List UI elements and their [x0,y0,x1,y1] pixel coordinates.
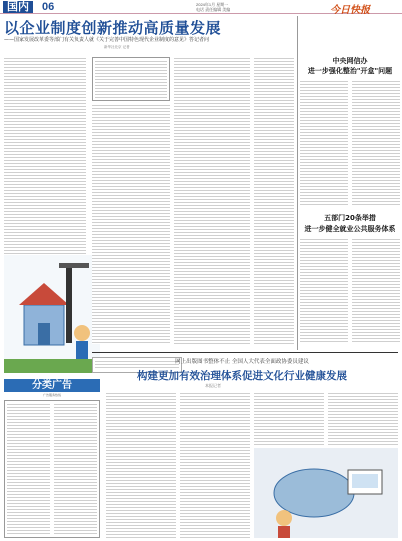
page-number: 06 [42,1,55,13]
date-line [196,2,286,12]
lead-headline: 以企业制度创新推动高质量发展 [4,19,222,37]
right-mid-title: 五部门20条举措 [324,214,376,222]
column-divider [297,16,298,350]
bottom-story-byline: 本报记者 [205,383,221,388]
section-label: 国内 [3,1,33,13]
right-top-title: 进一步强化整治"开盒"问题 [307,67,393,75]
right-top-body-b [352,80,400,206]
date-line-1: 2024年1月 星期一 [196,2,229,7]
newspaper-brand: 今日快报 [330,5,370,16]
right-mid-subtitle: 进一步健全就业公共服务体系 [304,225,396,233]
right-top-kicker: 中央网信办 [332,57,368,65]
bottom-story-kicker: 网上出版图书整体不止 全国人大代表全面政协委员建议 [175,359,309,365]
bottom-body-col1 [106,392,176,538]
lead-body-col2 [92,104,170,344]
section-rule [92,352,398,353]
classified-ad-col2 [54,403,97,535]
lead-body-col1 [4,57,86,255]
date-line-2: 电话 责任编辑 美编 [196,7,231,12]
bottom-story-title: 构建更加有效治理体系促进文化行业健康发展 [137,370,347,382]
right-top-body-a [300,80,348,206]
bottom-body-col2 [180,392,250,538]
lead-callout-text [95,60,167,98]
bottom-body-col3 [254,392,324,446]
lead-byline: 新华社北京 记者 [104,45,130,49]
bottom-story-photo [254,448,398,538]
bottom-body-col4 [328,392,398,446]
right-mid-body-a [300,238,348,344]
lead-body-col3 [174,57,250,345]
lead-body-col4 [254,57,294,345]
lead-subtitle: ——国家发展改革委等部门有关负责人就《关于完善中国特色现代企业制度的意见》答记者问 [4,37,210,43]
right-mid-body-b [352,238,400,344]
classified-ad-col1 [7,403,50,535]
classified-ad-label: 分类广告 [4,379,100,392]
lead-illustration [4,255,100,373]
classified-ad-note: 广告服务热线 [42,393,61,397]
